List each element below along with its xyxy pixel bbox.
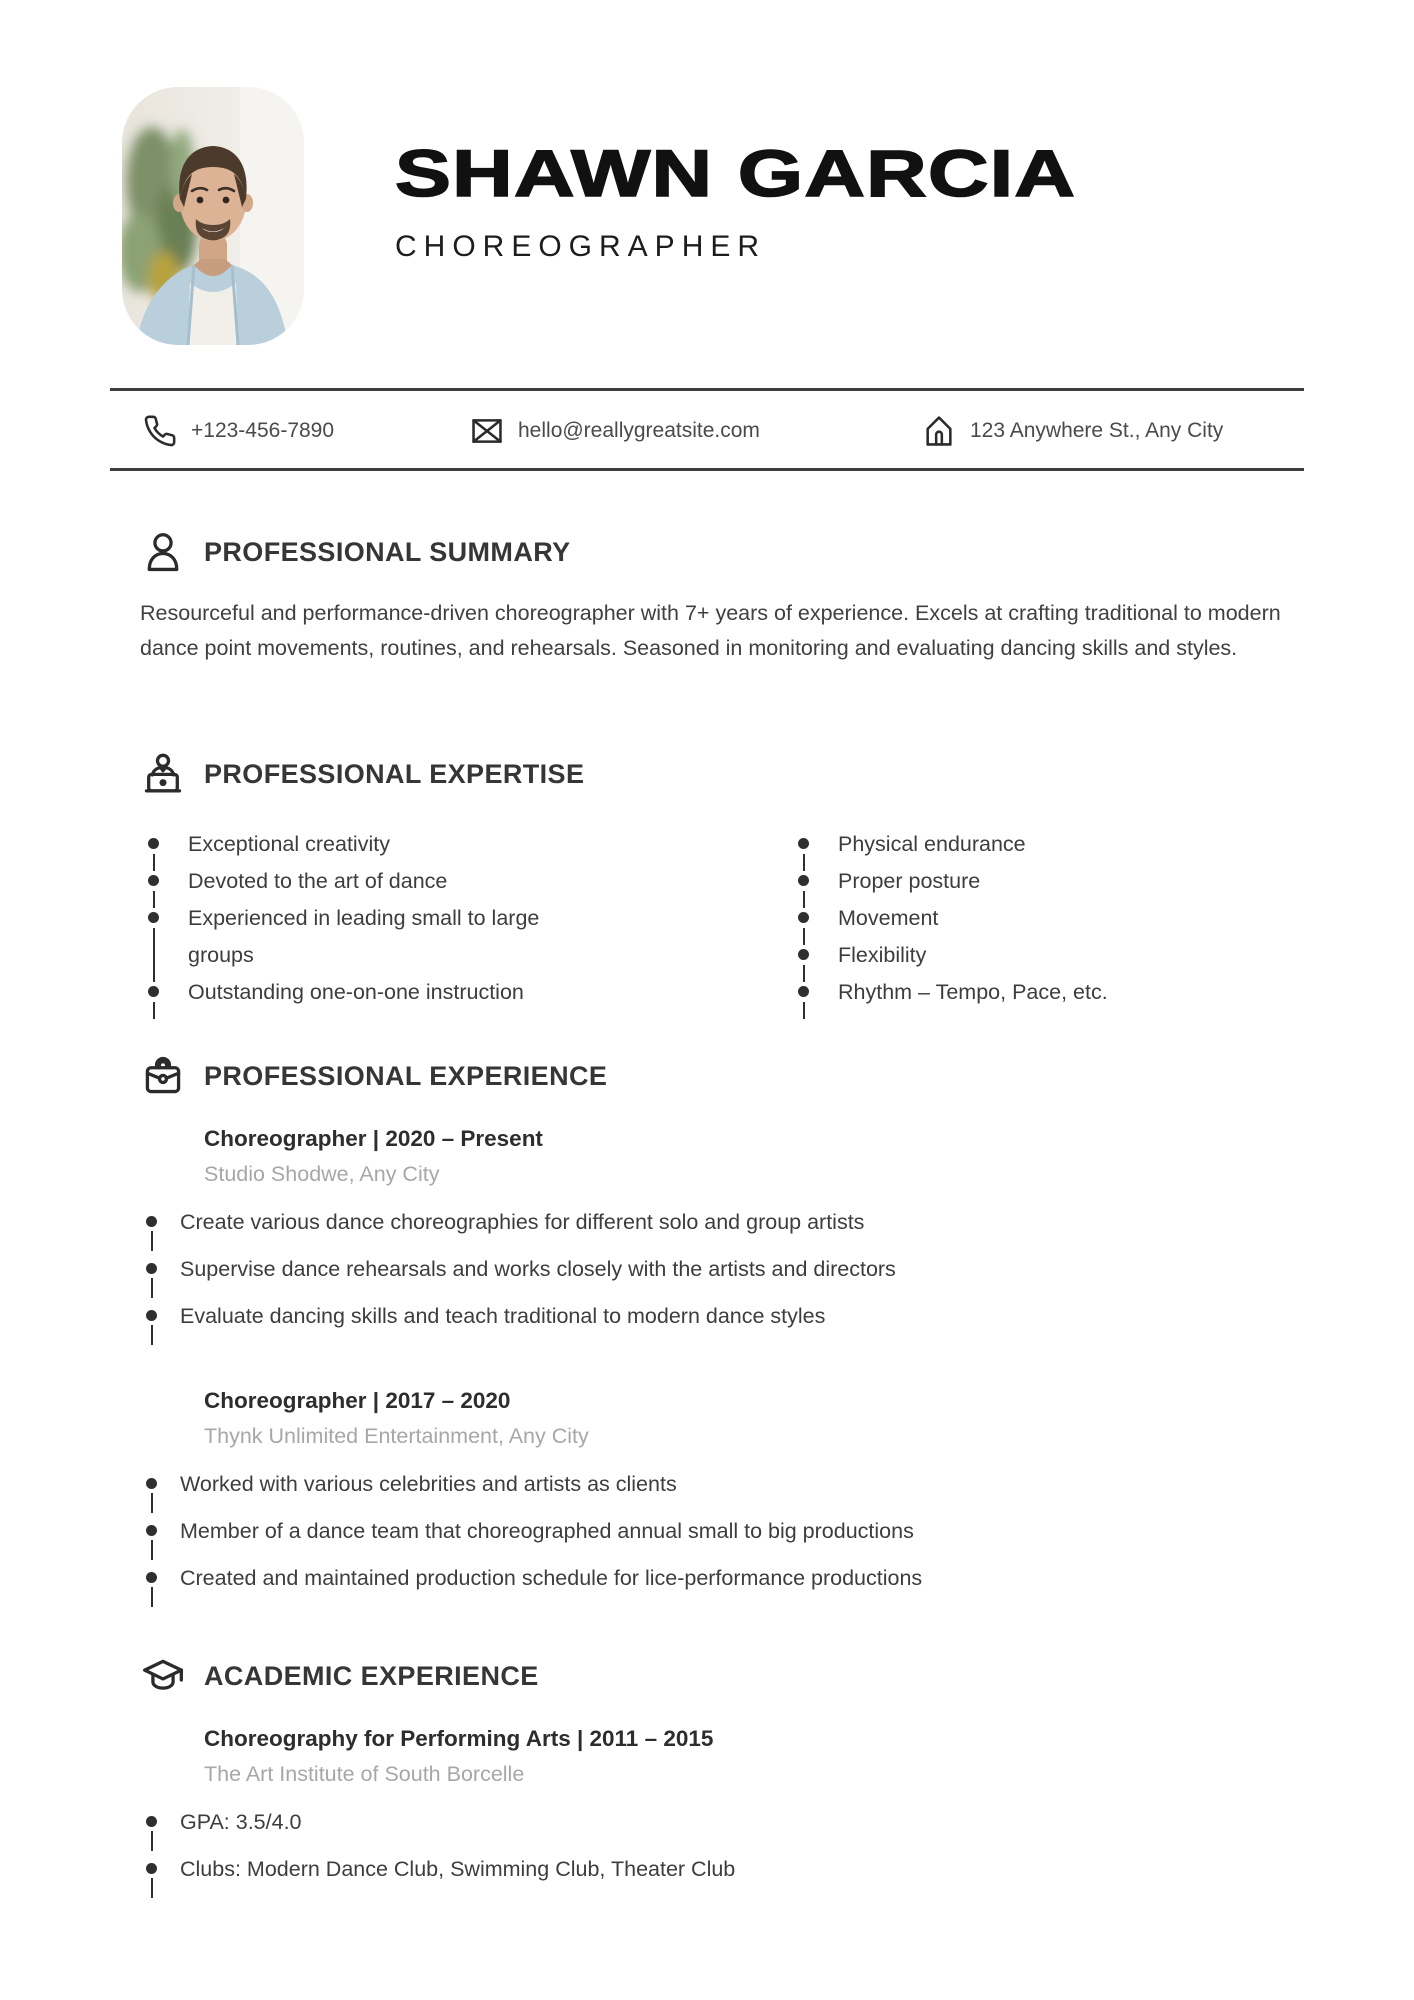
academic-bullet-list — [146, 1807, 1304, 1901]
job-title: Choreographer | 2020 – Present — [204, 1126, 543, 1151]
phone-icon — [143, 414, 177, 448]
list-item: Devoted to the art of dance — [146, 863, 592, 900]
job-bullet-list — [146, 1207, 1304, 1348]
divider-line — [110, 388, 1304, 391]
education-entry — [140, 1726, 1304, 1901]
section-title: PROFESSIONAL EXPERTISE — [204, 758, 585, 789]
graduation-cap-icon — [140, 1653, 186, 1699]
list-item: GPA: 3.5/4.0 — [146, 1807, 1304, 1854]
job-company: Thynk Unlimited Entertainment, Any City — [204, 1424, 589, 1448]
list-item: Outstanding one-on-one instruction — [146, 974, 592, 1011]
contact-address — [922, 405, 1223, 457]
person-laptop-icon — [140, 751, 186, 797]
list-item: Exceptional creativity — [146, 826, 592, 863]
list-item: Experienced in leading small to large groups — [146, 900, 592, 974]
home-icon — [922, 414, 956, 448]
list-item: Member of a dance team that choreographed annual small to big productions — [146, 1516, 1304, 1563]
list-item: Movement — [796, 900, 1270, 937]
section-professional-expertise — [140, 746, 1304, 1011]
section-title: ACADEMIC EXPERIENCE — [204, 1660, 539, 1691]
list-item: Supervise dance rehearsals and works closely with the artists and directors — [146, 1254, 1304, 1301]
job-title: Choreographer | 2017 – 2020 — [204, 1388, 511, 1413]
list-item: Rhythm – Tempo, Pace, etc. — [796, 974, 1270, 1011]
divider-line — [110, 468, 1304, 471]
job-entry — [140, 1388, 1304, 1610]
briefcase-icon — [140, 1053, 186, 1099]
person-name: SHAWN GARCIA — [395, 136, 1077, 210]
section-professional-summary — [140, 524, 1304, 688]
email-address: hello@reallygreatsite.com — [518, 419, 760, 442]
list-item: Created and maintained production schedule for lice-performance productions — [146, 1563, 1304, 1610]
job-company: Studio Shodwe, Any City — [204, 1162, 440, 1186]
degree-title: Choreography for Performing Arts | 2011 – 2015 — [204, 1726, 714, 1751]
school-name: The Art Institute of South Borcelle — [204, 1762, 525, 1786]
list-item: Create various dance choreographies for different solo and group artists — [146, 1207, 1304, 1254]
list-item: Proper posture — [796, 863, 1270, 900]
job-bullet-list — [146, 1469, 1304, 1610]
list-item: Physical endurance — [796, 826, 1270, 863]
section-title: PROFESSIONAL SUMMARY — [204, 536, 571, 567]
list-item: Clubs: Modern Dance Club, Swimming Club, Theater Club — [146, 1854, 1304, 1901]
list-item: Evaluate dancing skills and teach traditional to modern dance styles — [146, 1301, 1304, 1348]
section-title: PROFESSIONAL EXPERIENCE — [204, 1060, 608, 1091]
street-address: 123 Anywhere St., Any City — [970, 419, 1224, 442]
profile-photo — [122, 87, 304, 345]
expertise-list-left — [146, 826, 592, 1011]
summary-text: Resourceful and performance-driven choreographer with 7+ years of experience. Excels at crafting traditional to modern dance point movements, routines, and rehearsals. Seasoned in monitoring and evaluating dancing skills and styles. — [140, 601, 1281, 660]
list-item: Flexibility — [796, 937, 1270, 974]
section-academic-experience — [140, 1648, 1304, 1901]
phone-number: +123-456-7890 — [191, 419, 335, 442]
contact-phone — [143, 405, 334, 457]
contact-email — [470, 405, 760, 457]
person-role: CHOREOGRAPHER — [395, 230, 767, 263]
list-item: Worked with various celebrities and artists as clients — [146, 1469, 1304, 1516]
person-icon — [140, 529, 186, 575]
mail-icon — [470, 414, 504, 448]
section-professional-experience — [140, 1048, 1304, 1610]
expertise-list-right — [796, 826, 1270, 1011]
job-entry — [140, 1126, 1304, 1348]
profile-photo-image — [122, 87, 304, 345]
